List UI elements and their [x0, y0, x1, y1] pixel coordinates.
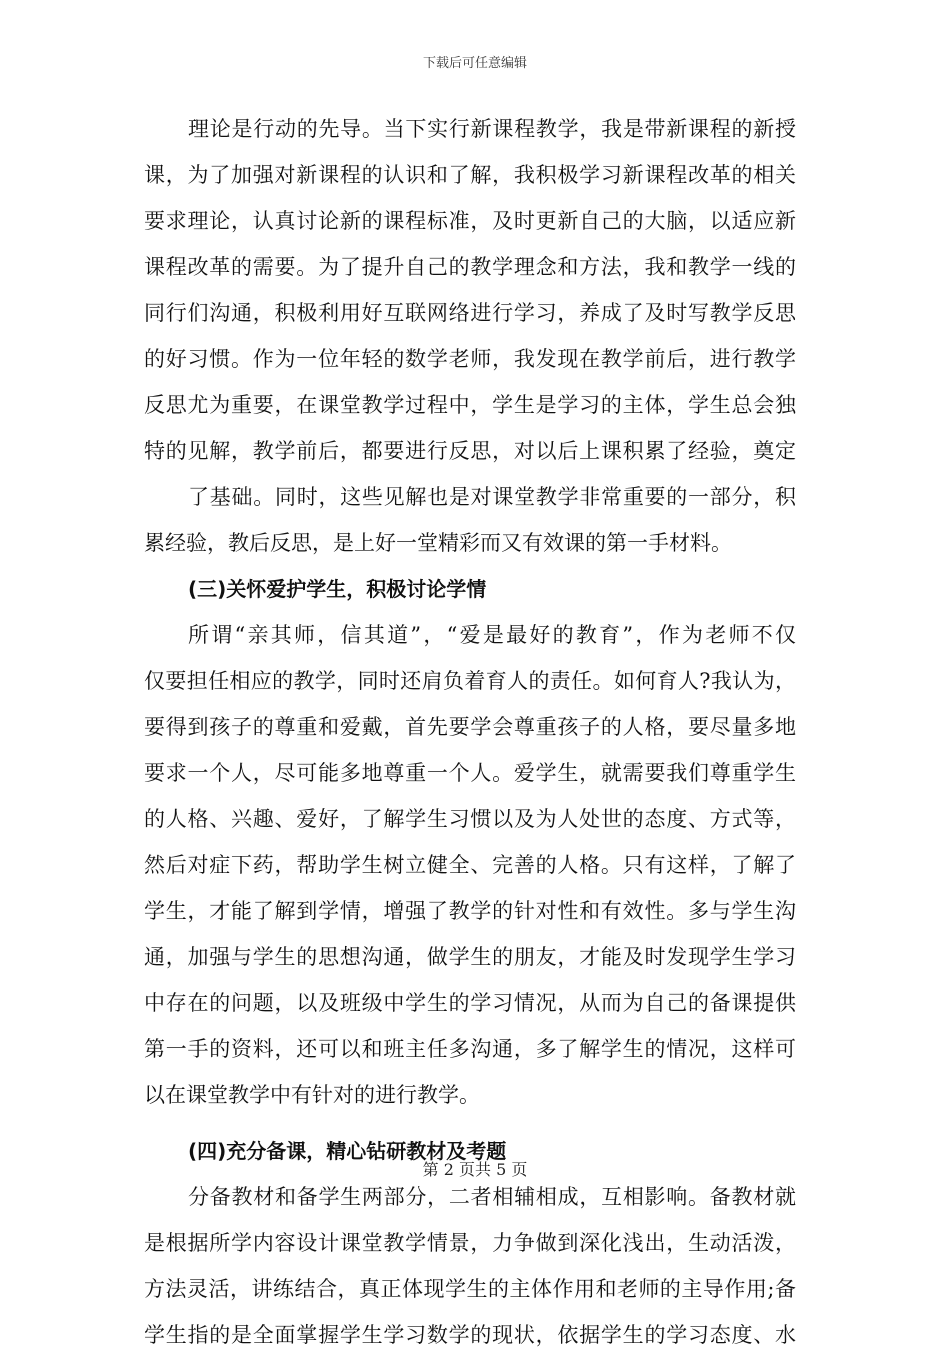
paragraph-line: 反思尤为重要，在课堂教学过程中，学生是学习的主体，学生总会独	[144, 393, 796, 417]
paragraph-line: 仅要担任相应的教学，同时还肩负着育人的责任。如何育人?我认为，	[144, 669, 796, 693]
paragraph-line: 是根据所学内容设计课堂教学情景，力争做到深化浅出，生动活泼，	[144, 1231, 796, 1255]
paragraph-line: 通，加强与学生的思想沟通，做学生的朋友，才能及时发现学生学习	[144, 945, 796, 969]
paragraph-line: 累经验，教后反思，是上好一堂精彩而又有效课的第一手材料。	[144, 531, 732, 555]
section-heading: (四)充分备课，精心钻研教材及考题	[188, 1139, 507, 1163]
paragraph-line: 课程改革的需要。为了提升自己的教学理念和方法，我和教学一线的	[144, 255, 796, 279]
paragraph-line: 特的见解，教学前后，都要进行反思，对以后上课积累了经验，奠定	[144, 439, 796, 463]
paragraph-line: 学生指的是全面掌握学生学习数学的现状，依据学生的学习态度、水	[144, 1323, 796, 1347]
paragraph-line: 的好习惯。作为一位年轻的数学老师，我发现在教学前后，进行教学	[144, 347, 796, 371]
paragraph-line: 分备教材和备学生两部分，二者相辅相成，互相影响。备教材就	[188, 1185, 796, 1209]
paragraph-line: 方法灵活，讲练结合，真正体现学生的主体作用和老师的主导作用;备	[144, 1277, 796, 1301]
paragraph-line: 要求理论，认真讨论新的课程标准，及时更新自己的大脑，以适应新	[144, 209, 796, 233]
page-footer: 第 2 页共 5 页	[422, 1160, 528, 1179]
paragraph-line: 然后对症下药，帮助学生树立健全、完善的人格。只有这样，了解了	[144, 853, 796, 877]
page-header: 下载后可任意编辑	[422, 56, 527, 71]
paragraph-line: 理论是行动的先导。当下实行新课程教学，我是带新课程的新授	[188, 117, 796, 141]
section-heading: (三)关怀爱护学生，积极讨论学情	[188, 577, 487, 601]
paragraph-line: 要求一个人，尽可能多地尊重一个人。爱学生，就需要我们尊重学生	[144, 761, 796, 785]
paragraph-line: 所谓“亲其师，信其道”，“爱是最好的教育”，作为老师不仅	[188, 623, 796, 647]
paragraph-line: 第一手的资料，还可以和班主任多沟通，多了解学生的情况，这样可	[144, 1037, 796, 1061]
paragraph-line: 学生，才能了解到学情，增强了教学的针对性和有效性。多与学生沟	[144, 899, 796, 923]
paragraph-line: 以在课堂教学中有针对的进行教学。	[144, 1083, 480, 1107]
paragraph-line: 的人格、兴趣、爱好，了解学生习惯以及为人处世的态度、方式等，	[144, 807, 796, 831]
paragraph-line: 要得到孩子的尊重和爱戴，首先要学会尊重孩子的人格，要尽量多地	[144, 715, 796, 739]
paragraph-line: 同行们沟通，积极利用好互联网络进行学习，养成了及时写教学反思	[144, 301, 796, 325]
paragraph-line: 中存在的问题，以及班级中学生的学习情况，从而为自己的备课提供	[144, 991, 796, 1015]
paragraph-line: 了基础。同时，这些见解也是对课堂教学非常重要的一部分，积	[188, 485, 796, 509]
paragraph-line: 课，为了加强对新课程的认识和了解，我积极学习新课程改革的相关	[144, 163, 796, 187]
section-gap	[144, 1118, 796, 1128]
